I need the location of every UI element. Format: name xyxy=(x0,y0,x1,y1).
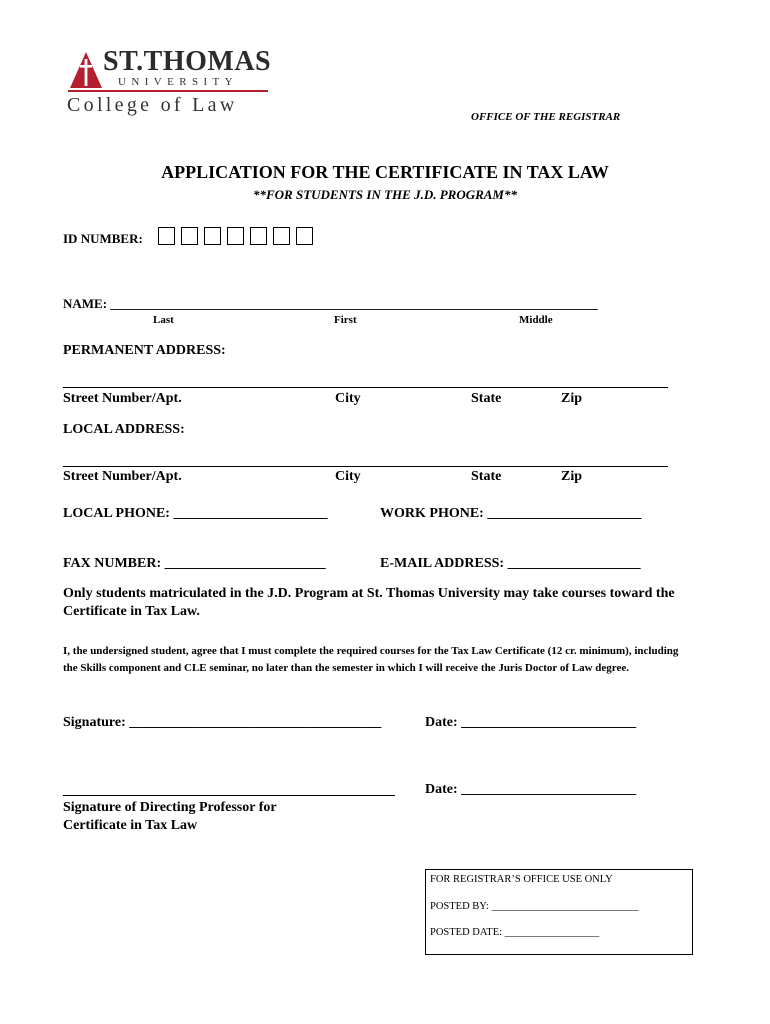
logo-emblem-icon xyxy=(68,50,104,90)
form-subtitle: **FOR STUDENTS IN THE J.D. PROGRAM** xyxy=(252,187,517,202)
local-phone-field[interactable]: LOCAL PHONE: ______________________ xyxy=(63,506,328,521)
id-digit-box[interactable] xyxy=(250,227,267,245)
name-field[interactable]: NAME: ___________________________________________________________________________ xyxy=(63,296,598,311)
name-first-caption: First xyxy=(334,314,357,326)
id-digit-box[interactable] xyxy=(296,227,313,245)
professor-signature-line[interactable] xyxy=(63,795,395,796)
id-number-label: ID NUMBER: xyxy=(63,231,143,246)
logo-university: UNIVERSITY xyxy=(118,76,238,88)
permanent-address-line[interactable] xyxy=(63,387,668,388)
office-use-heading: FOR REGISTRAR’S OFFICE USE ONLY xyxy=(430,874,613,885)
eligibility-notice: Only students matriculated in the J.D. Program at St. Thomas University may take courses toward the Certificate in Tax Law. xyxy=(63,586,675,619)
permanent-state-caption: State xyxy=(471,391,502,406)
professor-date-field[interactable]: Date: _________________________ xyxy=(425,782,637,797)
permanent-city-caption: City xyxy=(335,391,361,406)
posted-date-field[interactable]: POSTED DATE: __________________ xyxy=(430,927,600,938)
permanent-zip-caption: Zip xyxy=(561,391,583,406)
logo-rule xyxy=(68,90,268,92)
registrar-office-use-box xyxy=(425,869,693,955)
student-date-field[interactable]: Date: _________________________ xyxy=(425,715,637,730)
student-agreement: I, the undersigned student, agree that I must complete the required courses for the Tax Law Certificate (12 cr. minimum), including the Skills component and CLE seminar, no later than the semester in which I will receive the Juris Doctor of Law degree. xyxy=(63,645,679,674)
id-digit-box[interactable] xyxy=(158,227,175,245)
local-state-caption: State xyxy=(471,469,502,484)
professor-signature-caption-2: Certificate in Tax Law xyxy=(63,818,198,833)
permanent-address-label: PERMANENT ADDRESS: xyxy=(63,343,226,358)
id-digit-box[interactable] xyxy=(227,227,244,245)
name-middle-caption: Middle xyxy=(519,314,553,326)
local-street-caption: Street Number/Apt. xyxy=(63,469,182,484)
office-of-registrar: OFFICE OF THE REGISTRAR xyxy=(471,111,621,123)
permanent-street-caption: Street Number/Apt. xyxy=(63,391,182,406)
name-last-caption: Last xyxy=(153,314,174,326)
logo-college-of-law: College of Law xyxy=(67,94,238,116)
student-signature-field[interactable]: Signature: ____________________________________ xyxy=(63,715,382,730)
form-title: APPLICATION FOR THE CERTIFICATE IN TAX LAW xyxy=(161,162,609,182)
id-digit-box[interactable] xyxy=(204,227,221,245)
email-address-field[interactable]: E-MAIL ADDRESS: ___________________ xyxy=(380,556,641,571)
logo-st-thomas: ST.THOMAS xyxy=(103,46,272,77)
professor-signature-caption: Signature of Directing Professor for xyxy=(63,800,277,815)
local-address-line[interactable] xyxy=(63,466,668,467)
posted-by-field[interactable]: POSTED BY: ____________________________ xyxy=(430,901,639,912)
id-digit-box[interactable] xyxy=(181,227,198,245)
work-phone-field[interactable]: WORK PHONE: ______________________ xyxy=(380,506,642,521)
id-digit-box[interactable] xyxy=(273,227,290,245)
local-address-label: LOCAL ADDRESS: xyxy=(63,422,185,437)
fax-number-field[interactable]: FAX NUMBER: _______________________ xyxy=(63,556,326,571)
local-city-caption: City xyxy=(335,469,361,484)
local-zip-caption: Zip xyxy=(561,469,583,484)
